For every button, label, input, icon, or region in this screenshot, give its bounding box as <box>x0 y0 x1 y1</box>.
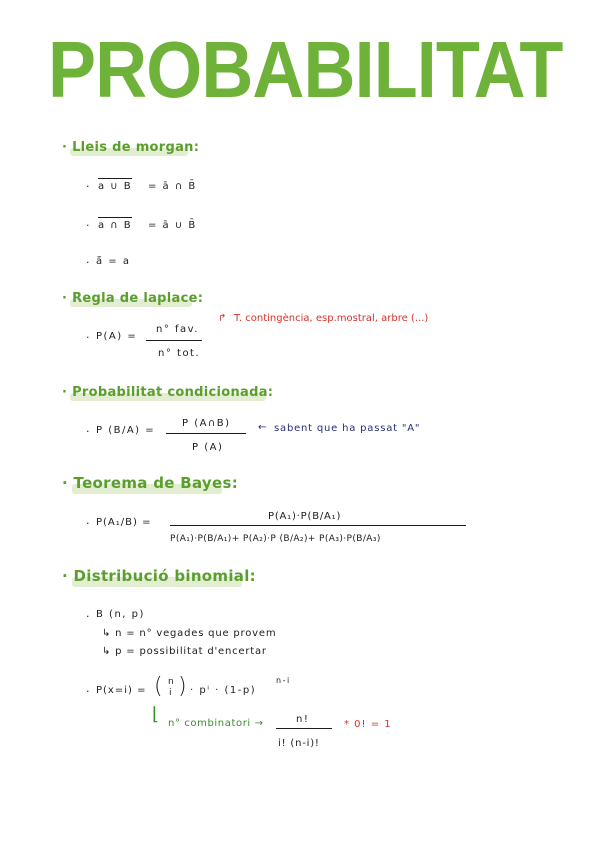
bayes-numerator: P(A₁)·P(B/A₁) <box>268 511 342 522</box>
bullet: · <box>86 256 90 269</box>
page-title: PROBABILITAT <box>48 25 563 114</box>
binomial-combinatori-label: n° combinatori → <box>168 718 264 729</box>
laplace-note: T. contingència, esp.mostral, arbre (...) <box>234 313 429 324</box>
bracket-icon: ⌊ <box>152 704 160 725</box>
binomial-exponent: n-i <box>276 676 291 685</box>
laplace-denominator: n° tot. <box>158 348 201 359</box>
conditional-denominator: P (A) <box>192 442 224 453</box>
conditional-fraction-line <box>166 433 246 434</box>
laplace-arrow-icon: ↱ <box>218 313 227 324</box>
laplace-fraction-line <box>146 340 202 341</box>
binomial-comb-fraction-line <box>276 728 332 729</box>
morgan-item-3: ā̄ = a <box>96 256 131 267</box>
binomial-formula-lhs: P(x=i) = <box>96 685 147 696</box>
morgan-item-1-left: a ∪ B <box>98 178 132 192</box>
laplace-lhs: P(A) = <box>96 331 138 342</box>
laplace-numerator: n° fav. <box>156 324 199 335</box>
bayes-denominator: P(A₁)·P(B/A₁)+ P(A₂)·P (B/A₂)+ P(A₃)·P(B/A₃) <box>170 534 381 544</box>
bullet: · <box>86 180 90 193</box>
morgan-item-1-right: = ā ∩ B̄ <box>148 181 197 192</box>
binomial-zero-factorial: * 0! = 1 <box>344 719 392 730</box>
binomial-coef-bottom: i <box>169 688 174 698</box>
section-heading-conditional: · Probabilitat condicionada: <box>62 385 274 400</box>
section-heading-morgan: · Lleis de morgan: <box>62 140 200 155</box>
conditional-arrow-icon: ← <box>258 422 267 433</box>
section-heading-bayes: · Teorema de Bayes: <box>62 474 238 492</box>
binomial-paren-left: ( <box>154 674 163 699</box>
bullet: · <box>86 517 90 530</box>
binomial-p-definition: ↳ p = possibilitat d'encertar <box>102 646 267 657</box>
binomial-paren-right: ) <box>178 674 187 699</box>
binomial-formula-mid: · pⁱ · (1-p) <box>190 685 257 696</box>
binomial-comb-denominator: i! (n-i)! <box>278 738 320 749</box>
conditional-note: sabent que ha passat "A" <box>274 423 421 434</box>
morgan-item-2-right: = ā ∪ B̄ <box>148 220 197 231</box>
section-heading-laplace: · Regla de laplace: <box>62 291 204 306</box>
bullet: · <box>86 331 90 344</box>
bayes-fraction-line <box>170 525 466 526</box>
binomial-coef-top: n <box>168 677 176 687</box>
bullet: · <box>86 219 90 232</box>
conditional-numerator: P (A∩B) <box>182 418 231 429</box>
section-heading-binomial: · Distribució binomial: <box>62 567 256 585</box>
binomial-b: B (n, p) <box>96 609 145 620</box>
binomial-comb-numerator: n! <box>296 714 310 725</box>
morgan-item-2-left: a ∩ B <box>98 217 132 231</box>
bullet: · <box>86 425 90 438</box>
bullet: · <box>86 610 90 623</box>
bayes-lhs: P(A₁/B) = <box>96 517 152 528</box>
bullet: · <box>86 685 90 698</box>
binomial-n-definition: ↳ n = n° vegades que provem <box>102 628 277 639</box>
conditional-lhs: P (B/A) = <box>96 425 156 436</box>
